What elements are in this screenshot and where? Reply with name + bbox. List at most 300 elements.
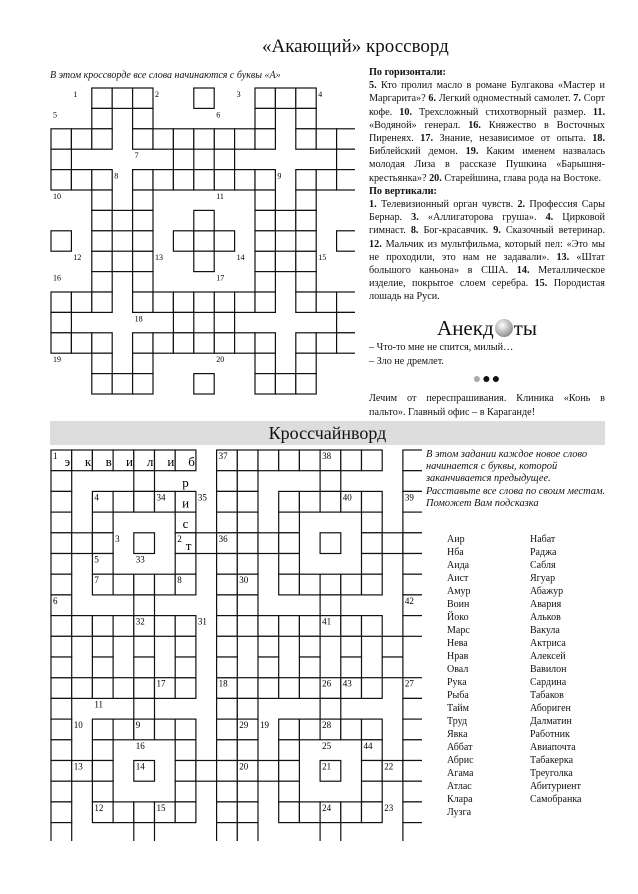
grid1-cell[interactable] <box>255 231 275 251</box>
grid2-cell[interactable] <box>175 678 196 699</box>
grid2-cell[interactable] <box>72 678 93 699</box>
grid1-cell[interactable] <box>133 251 153 271</box>
grid1-cell[interactable] <box>214 129 234 149</box>
grid1-cell[interactable] <box>153 292 173 312</box>
grid2-cell[interactable] <box>403 616 422 637</box>
grid1-cell[interactable] <box>51 129 71 149</box>
grid2-cell[interactable] <box>134 678 155 699</box>
grid2-cell[interactable] <box>299 491 320 512</box>
grid2-cell[interactable] <box>217 657 238 678</box>
clue-number: 19. <box>465 146 487 158</box>
grid1-cell[interactable] <box>51 292 71 312</box>
grid2-cell[interactable] <box>175 554 196 575</box>
grid1-cell[interactable] <box>337 129 355 149</box>
grid2-cell[interactable] <box>279 450 300 471</box>
grid1-cell[interactable] <box>316 170 336 190</box>
grid1-cell[interactable] <box>71 129 91 149</box>
grid1-cell[interactable] <box>296 108 316 128</box>
hint-word: Абажур <box>530 586 564 597</box>
grid1-cell[interactable] <box>296 353 316 373</box>
grid2-cell[interactable] <box>403 471 422 492</box>
grid2-cell[interactable] <box>51 616 72 637</box>
grid1-cell[interactable] <box>316 129 336 149</box>
grid1-cell[interactable] <box>296 292 316 312</box>
grid1-cell[interactable] <box>194 170 214 190</box>
grid2-cell[interactable] <box>175 616 196 637</box>
grid1-cell[interactable] <box>275 88 295 108</box>
grid2-cell[interactable] <box>155 574 176 595</box>
grid2-cell[interactable] <box>217 471 238 492</box>
grid1-cell[interactable] <box>337 231 355 251</box>
grid1-cell[interactable] <box>214 292 234 312</box>
grid1-cell[interactable] <box>255 374 275 394</box>
grid2-cell[interactable] <box>51 471 72 492</box>
grid2-cell[interactable] <box>362 761 383 782</box>
grid1-cell[interactable] <box>133 210 153 230</box>
grid2-cell[interactable] <box>113 802 134 823</box>
grid1-cell[interactable] <box>51 312 71 332</box>
grid2-cell[interactable] <box>237 616 258 637</box>
grid1-cell[interactable] <box>92 108 112 128</box>
grid2-cell[interactable] <box>175 657 196 678</box>
grid1-cell[interactable] <box>296 333 316 353</box>
grid1-cell[interactable] <box>173 129 193 149</box>
grid2-cell[interactable] <box>279 512 300 533</box>
grid1-cell[interactable] <box>316 292 336 312</box>
grid2-cell[interactable] <box>51 740 72 761</box>
grid2-cell[interactable] <box>51 781 72 802</box>
grid2-cell[interactable] <box>299 636 320 657</box>
hint-word: Треуголка <box>530 768 573 779</box>
clue-text: Каким именем назвалась молодая Лиза в рассказе Пушкина «Барышня-крестьянка»? <box>369 146 605 184</box>
grid2-cell[interactable] <box>92 719 113 740</box>
grid1-cell[interactable] <box>214 231 234 251</box>
grid1-cell[interactable] <box>92 231 112 251</box>
grid2-cell[interactable] <box>237 698 258 719</box>
grid2-cell[interactable] <box>196 761 217 782</box>
grid2-cell[interactable] <box>403 719 422 740</box>
grid1-cell[interactable] <box>92 272 112 292</box>
grid1-cell[interactable] <box>133 129 153 149</box>
grid2-cell[interactable] <box>279 719 300 740</box>
grid2-cell[interactable] <box>320 595 341 616</box>
grid1-cell[interactable] <box>92 333 112 353</box>
grid2-cell[interactable] <box>217 802 238 823</box>
crossword2-intro: В этом задании каждое новое слово начинается с буквы, которой заканчивается предыдущее. Расставьте все слова по своим местам. Поможет Вам подсказка <box>426 449 606 509</box>
grid2-cell[interactable] <box>51 554 72 575</box>
grid1-cell[interactable] <box>296 272 316 292</box>
grid2-cell[interactable] <box>51 761 72 782</box>
hint-word: Тайм <box>447 703 469 714</box>
grid2-cell[interactable] <box>134 823 155 841</box>
grid2-cell[interactable] <box>217 740 238 761</box>
grid1-cell[interactable] <box>112 251 132 271</box>
grid2-cell[interactable] <box>362 512 383 533</box>
grid2-cell[interactable] <box>51 491 72 512</box>
grid2-cell[interactable] <box>341 616 362 637</box>
grid1-cell[interactable] <box>255 170 275 190</box>
grid2-cell[interactable] <box>403 698 422 719</box>
grid1-cell[interactable] <box>296 129 316 149</box>
grid1-cell[interactable] <box>296 251 316 271</box>
grid2-cell[interactable] <box>113 491 134 512</box>
grid1-cell[interactable] <box>112 210 132 230</box>
grid1-cell[interactable] <box>153 129 173 149</box>
grid2-cell[interactable] <box>134 574 155 595</box>
example-letter: с <box>182 516 189 532</box>
grid1-cell-number: 4 <box>318 90 323 99</box>
grid2-cell[interactable] <box>217 636 238 657</box>
grid2-cell[interactable] <box>299 574 320 595</box>
grid1-cell[interactable] <box>112 374 132 394</box>
grid2-cell[interactable] <box>51 719 72 740</box>
grid1-cell[interactable] <box>296 210 316 230</box>
grid2-cell[interactable] <box>362 678 383 699</box>
grid2-cell[interactable] <box>217 823 238 841</box>
grid2-cell[interactable] <box>362 802 383 823</box>
grid1-cell[interactable] <box>92 129 112 149</box>
grid2-cell[interactable] <box>155 616 176 637</box>
grid1-cell[interactable] <box>214 149 234 169</box>
grid2-cell[interactable] <box>134 595 155 616</box>
grid2-cell[interactable] <box>258 533 279 554</box>
grid2-cell[interactable] <box>134 491 155 512</box>
grid2-cell[interactable] <box>279 740 300 761</box>
separator-dots-icon: ●●● <box>472 372 502 387</box>
grid2-cell[interactable] <box>403 574 422 595</box>
grid2-cell[interactable] <box>279 574 300 595</box>
grid1-cell[interactable] <box>194 333 214 353</box>
grid2-cell[interactable] <box>237 823 258 841</box>
grid2-cell[interactable] <box>299 616 320 637</box>
grid1-cell[interactable] <box>255 129 275 149</box>
grid2-cell[interactable] <box>341 802 362 823</box>
grid1-cell[interactable] <box>255 292 275 312</box>
grid2-cell[interactable] <box>217 574 238 595</box>
grid2-cell[interactable] <box>258 761 279 782</box>
grid1-cell[interactable] <box>194 292 214 312</box>
grid2-cell[interactable] <box>279 802 300 823</box>
grid1-cell[interactable] <box>92 210 112 230</box>
grid2-cell[interactable] <box>403 554 422 575</box>
grid2-cell[interactable] <box>382 657 403 678</box>
grid2-cell[interactable] <box>134 698 155 719</box>
grid1-cell[interactable] <box>235 333 255 353</box>
grid2-cell[interactable] <box>51 678 72 699</box>
grid1-cell[interactable] <box>275 210 295 230</box>
grid2-cell[interactable] <box>362 450 383 471</box>
grid2-cell[interactable] <box>92 781 113 802</box>
grid2-cell[interactable] <box>279 616 300 637</box>
grid2-cell[interactable] <box>92 533 113 554</box>
grid1-cell[interactable] <box>133 170 153 190</box>
grid2-cell[interactable] <box>134 636 155 657</box>
grid2-cell[interactable] <box>92 678 113 699</box>
grid2-cell[interactable] <box>175 740 196 761</box>
grid1-cell[interactable] <box>133 292 153 312</box>
grid2-cell[interactable] <box>258 678 279 699</box>
grid2-cell[interactable] <box>134 533 155 554</box>
grid1-cell[interactable] <box>173 149 193 169</box>
grid2-cell[interactable] <box>403 823 422 841</box>
grid2-cell[interactable] <box>279 761 300 782</box>
grid1-cell[interactable] <box>255 210 275 230</box>
grid1-cell[interactable] <box>255 88 275 108</box>
grid2-cell[interactable] <box>92 616 113 637</box>
grid1-cell[interactable] <box>92 170 112 190</box>
grid2-cell[interactable] <box>403 512 422 533</box>
grid1-cell[interactable] <box>71 170 91 190</box>
grid1-cell[interactable] <box>92 251 112 271</box>
grid1-cell[interactable] <box>92 353 112 373</box>
grid2-cell[interactable] <box>237 595 258 616</box>
crossword1-grid[interactable] <box>50 87 355 406</box>
grid1-cell[interactable] <box>51 231 71 251</box>
grid2-cell[interactable] <box>237 802 258 823</box>
grid2-cell[interactable] <box>362 574 383 595</box>
grid1-cell[interactable] <box>275 374 295 394</box>
grid2-cell[interactable] <box>51 698 72 719</box>
grid2-cell[interactable] <box>382 636 403 657</box>
grid1-cell[interactable] <box>92 292 112 312</box>
grid2-cell[interactable] <box>237 678 258 699</box>
grid1-cell[interactable] <box>214 312 234 332</box>
grid2-cell[interactable] <box>51 574 72 595</box>
grid1-cell[interactable] <box>296 88 316 108</box>
grid1-cell[interactable] <box>194 210 214 230</box>
grid1-cell[interactable] <box>255 190 275 210</box>
grid1-cell[interactable] <box>214 333 234 353</box>
grid2-cell[interactable] <box>175 636 196 657</box>
grid2-cell[interactable] <box>403 781 422 802</box>
grid2-cell[interactable] <box>320 698 341 719</box>
hint-word: Нева <box>447 638 468 649</box>
grid2-cell[interactable] <box>217 595 238 616</box>
grid2-cell[interactable] <box>113 719 134 740</box>
grid2-cell[interactable] <box>51 657 72 678</box>
grid1-cell[interactable] <box>337 333 355 353</box>
grid2-cell[interactable] <box>237 781 258 802</box>
grid1-cell[interactable] <box>194 88 214 108</box>
grid2-cell[interactable] <box>217 512 238 533</box>
grid2-cell[interactable] <box>237 471 258 492</box>
grid1-cell[interactable] <box>51 170 71 190</box>
grid1-cell[interactable] <box>255 251 275 271</box>
grid2-cell[interactable] <box>155 719 176 740</box>
grid1-cell[interactable] <box>173 231 193 251</box>
grid2-cell[interactable] <box>403 761 422 782</box>
grid1-cell[interactable] <box>194 129 214 149</box>
grid2-cell[interactable] <box>237 533 258 554</box>
grid1-cell[interactable] <box>214 170 234 190</box>
smiley-ball-icon <box>495 319 513 337</box>
grid2-cell[interactable] <box>113 574 134 595</box>
grid1-cell[interactable] <box>255 353 275 373</box>
grid2-cell-number: 3 <box>115 533 120 544</box>
grid2-cell[interactable] <box>320 533 341 554</box>
grid2-cell[interactable] <box>362 491 383 512</box>
grid1-cell[interactable] <box>133 108 153 128</box>
grid1-cell[interactable] <box>71 333 91 353</box>
grid1-cell[interactable] <box>133 190 153 210</box>
grid1-cell[interactable] <box>51 149 71 169</box>
grid2-cell[interactable] <box>237 512 258 533</box>
grid2-cell[interactable] <box>362 554 383 575</box>
grid2-cell[interactable] <box>362 719 383 740</box>
grid2-cell[interactable] <box>217 491 238 512</box>
grid2-cell[interactable] <box>279 678 300 699</box>
grid1-cell[interactable] <box>337 149 355 169</box>
grid2-cell[interactable] <box>299 657 320 678</box>
grid1-cell[interactable] <box>92 374 112 394</box>
grid2-cell[interactable] <box>217 698 238 719</box>
grid2-cell[interactable] <box>320 471 341 492</box>
grid1-cell[interactable] <box>133 374 153 394</box>
grid2-cell[interactable] <box>237 740 258 761</box>
grid2-cell[interactable] <box>320 491 341 512</box>
grid2-cell[interactable] <box>134 471 155 492</box>
grid1-cell[interactable] <box>255 333 275 353</box>
grid2-cell[interactable] <box>134 802 155 823</box>
grid2-cell[interactable] <box>237 554 258 575</box>
grid1-cell[interactable] <box>133 231 153 251</box>
grid2-cell[interactable] <box>258 616 279 637</box>
grid1-cell[interactable] <box>153 333 173 353</box>
grid2-cell[interactable] <box>175 802 196 823</box>
grid2-cell[interactable] <box>217 616 238 637</box>
grid1-cell[interactable] <box>92 88 112 108</box>
grid2-cell[interactable] <box>175 781 196 802</box>
grid2-cell-number: 39 <box>404 492 414 503</box>
grid2-cell[interactable] <box>237 450 258 471</box>
grid2-cell[interactable] <box>382 533 403 554</box>
grid1-cell[interactable] <box>275 251 295 271</box>
crossword2-grid[interactable] <box>50 449 422 841</box>
grid2-cell[interactable] <box>341 657 362 678</box>
grid2-cell[interactable] <box>92 512 113 533</box>
hint-word: Аист <box>447 573 469 584</box>
grid2-cell[interactable] <box>279 491 300 512</box>
grid2-cell[interactable] <box>341 450 362 471</box>
hint-word: Вакула <box>530 625 560 636</box>
grid2-cell[interactable] <box>134 657 155 678</box>
example-letter: л <box>146 454 154 470</box>
grid1-cell[interactable] <box>194 231 214 251</box>
grid1-cell[interactable] <box>235 170 255 190</box>
grid2-cell[interactable] <box>51 533 72 554</box>
grid2-cell[interactable] <box>92 657 113 678</box>
grid2-cell[interactable] <box>51 512 72 533</box>
grid2-cell[interactable] <box>403 802 422 823</box>
grid1-cell[interactable] <box>255 272 275 292</box>
grid2-cell[interactable] <box>92 740 113 761</box>
grid2-cell[interactable] <box>217 554 238 575</box>
grid1-cell[interactable] <box>133 353 153 373</box>
grid2-cell[interactable] <box>299 678 320 699</box>
grid1-cell[interactable] <box>235 292 255 312</box>
grid1-cell[interactable] <box>194 251 214 271</box>
grid2-cell[interactable] <box>217 781 238 802</box>
grid2-cell[interactable] <box>362 616 383 637</box>
grid2-cell[interactable] <box>175 719 196 740</box>
grid2-cell[interactable] <box>258 657 279 678</box>
grid2-cell[interactable] <box>299 802 320 823</box>
grid1-cell[interactable] <box>255 108 275 128</box>
grid1-cell[interactable] <box>173 292 193 312</box>
grid1-cell[interactable] <box>316 333 336 353</box>
grid1-cell[interactable] <box>337 170 355 190</box>
grid2-cell[interactable] <box>217 761 238 782</box>
grid2-cell[interactable] <box>299 719 320 740</box>
grid2-cell[interactable] <box>51 802 72 823</box>
grid1-cell[interactable] <box>51 333 71 353</box>
grid1-cell[interactable] <box>173 170 193 190</box>
grid2-cell[interactable] <box>279 554 300 575</box>
grid2-cell[interactable] <box>320 574 341 595</box>
grid1-cell[interactable] <box>133 88 153 108</box>
grid2-cell[interactable] <box>51 823 72 841</box>
grid1-cell[interactable] <box>296 231 316 251</box>
grid2-cell[interactable] <box>403 450 422 471</box>
grid2-cell[interactable] <box>362 781 383 802</box>
grid2-cell[interactable] <box>217 719 238 740</box>
grid2-cell[interactable] <box>279 781 300 802</box>
grid1-cell[interactable] <box>296 190 316 210</box>
grid2-cell[interactable] <box>51 636 72 657</box>
grid1-cell[interactable] <box>112 88 132 108</box>
grid2-cell[interactable] <box>320 823 341 841</box>
grid1-cell[interactable] <box>133 272 153 292</box>
grid1-cell[interactable] <box>153 170 173 190</box>
grid2-cell[interactable] <box>113 678 134 699</box>
grid2-cell[interactable] <box>341 574 362 595</box>
grid2-cell[interactable] <box>196 533 217 554</box>
grid1-cell-number: 13 <box>155 253 163 263</box>
grid1-cell[interactable] <box>337 292 355 312</box>
grid2-cell[interactable] <box>72 533 93 554</box>
grid1-cell[interactable] <box>296 170 316 190</box>
grid2-cell[interactable] <box>258 450 279 471</box>
grid2-cell[interactable] <box>299 450 320 471</box>
grid1-cell[interactable] <box>194 374 214 394</box>
example-letter: к <box>84 454 92 470</box>
grid2-cell[interactable] <box>92 636 113 657</box>
grid2-cell[interactable] <box>341 636 362 657</box>
grid1-cell[interactable] <box>71 292 91 312</box>
grid1-cell[interactable] <box>92 190 112 210</box>
grid2-cell[interactable] <box>237 491 258 512</box>
grid2-cell[interactable] <box>175 761 196 782</box>
grid2-cell[interactable] <box>72 616 93 637</box>
grid1-cell[interactable] <box>296 374 316 394</box>
grid2-cell[interactable] <box>258 636 279 657</box>
grid2-cell[interactable] <box>113 616 134 637</box>
grid1-cell[interactable] <box>337 312 355 332</box>
grid2-cell[interactable] <box>279 533 300 554</box>
word-list-col1 <box>447 533 474 819</box>
grid1-cell[interactable] <box>235 129 255 149</box>
grid1-cell[interactable] <box>173 333 193 353</box>
grid2-cell[interactable] <box>362 533 383 554</box>
grid2-cell-number: 23 <box>384 802 394 813</box>
grid2-cell[interactable] <box>341 719 362 740</box>
grid1-cell-number: 12 <box>73 253 82 263</box>
grid2-cell[interactable] <box>92 761 113 782</box>
grid2-cell[interactable] <box>403 533 422 554</box>
grid1-cell[interactable] <box>173 312 193 332</box>
grid2-cell[interactable] <box>403 740 422 761</box>
grid1-cell[interactable] <box>133 333 153 353</box>
